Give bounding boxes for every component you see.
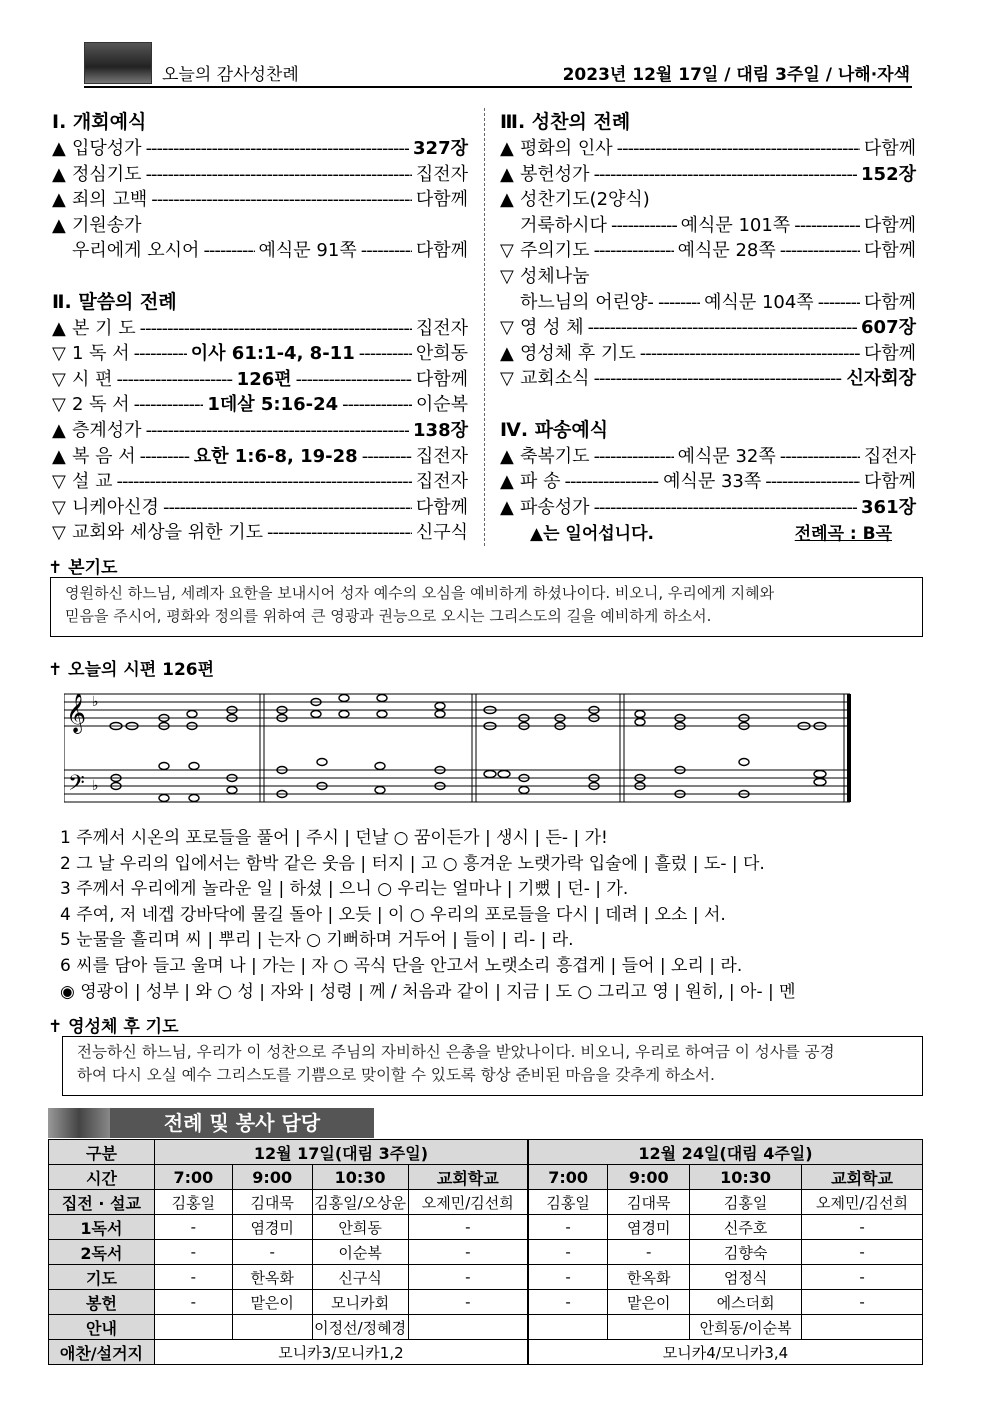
order-row [52, 136, 468, 162]
order-row [52, 469, 468, 495]
order-row [500, 290, 916, 316]
psalm-verse: 4 주여, 저 네겝 강바닥에 물길 돌아 | 오듯 | 이 ○ 우리의 포로들을 다시 | 데려 | 오소 | 서. [60, 904, 726, 925]
table-cell: - [802, 1265, 923, 1290]
table-row [49, 1340, 923, 1365]
duty-table [48, 1139, 923, 1365]
order-row [500, 264, 916, 290]
stand-note: ▲는 일어섭니다. [530, 524, 654, 545]
leader-dots [117, 469, 412, 495]
table-row [49, 1165, 923, 1190]
leader-dots [163, 495, 412, 521]
sit-mark-icon: ▽ [52, 522, 66, 544]
sit-mark-icon: ▽ [52, 368, 66, 390]
order-responsible: 다함께 [415, 240, 468, 262]
table-cell: 염경미 [608, 1215, 690, 1240]
time-header: 교회학교 [408, 1165, 528, 1190]
table-cell: 김대묵 [608, 1190, 690, 1215]
leader-dots [780, 238, 860, 264]
order-responsible: 집전자 [415, 163, 468, 185]
stand-mark-icon: ▲ [500, 445, 514, 467]
row-label: 1독서 [49, 1215, 155, 1240]
order-item: 우리에게 오시어 [72, 240, 200, 262]
order-row [52, 392, 468, 418]
order-row [500, 213, 916, 239]
stand-mark-icon: ▲ [52, 445, 66, 467]
order-row [500, 136, 916, 162]
bulletin-title: 오늘의 감사성찬례 [162, 65, 299, 85]
leader-dots [134, 341, 187, 367]
order-right-column [500, 110, 916, 548]
table-cell: - [408, 1265, 528, 1290]
section-1-rows [52, 136, 468, 264]
stand-mark-icon: ▲ [52, 214, 66, 236]
table-cell: 김홍일 [154, 1190, 232, 1215]
week2-header: 12월 24일(대림 4주일) [528, 1140, 923, 1165]
table-cell: - [802, 1240, 923, 1265]
stand-mark-icon: ▲ [500, 342, 514, 364]
psalm-verse: ◉ 영광이 | 성부 | 와 ○ 성 | 자와 | 성령 | 께 / 처음과 같이 | 지금 | 도 ○ 그리고 영 | 원히, | 아- | 멘 [60, 981, 796, 1002]
leader-dots [818, 290, 860, 316]
order-item: 설 교 [72, 471, 113, 493]
stand-mark-icon: ▲ [52, 163, 66, 185]
table-cell: - [608, 1240, 690, 1265]
svg-text:𝄞: 𝄞 [66, 693, 87, 733]
order-row [500, 495, 916, 521]
order-row [52, 213, 468, 239]
order-item: 파송성가 [520, 496, 590, 518]
stand-mark-icon: ▲ [500, 496, 514, 518]
order-row [500, 469, 916, 495]
order-detail: 요한 1:6-8, 19-28 [193, 445, 358, 467]
order-item: 영성체 후 기도 [520, 342, 636, 364]
order-item: 정심기도 [72, 163, 142, 185]
order-responsible: 607장 [861, 317, 916, 339]
order-row [500, 444, 916, 470]
order-row [52, 316, 468, 342]
sit-mark-icon: ▽ [500, 317, 514, 339]
header-label: 구분 [49, 1140, 155, 1165]
table-row [49, 1315, 923, 1340]
order-responsible: 152장 [861, 163, 916, 185]
leader-dots [794, 213, 860, 239]
section-4-rows [500, 444, 916, 521]
order-row [52, 162, 468, 188]
stand-mark-icon: ▲ [500, 189, 514, 211]
order-item: 축복기도 [520, 445, 590, 467]
leader-dots [611, 213, 677, 239]
leader-dots [594, 238, 674, 264]
order-item: 복 음 서 [72, 445, 136, 467]
stand-note-row [500, 522, 916, 548]
order-item: 성체나눔 [520, 265, 590, 287]
psalm-verse: 3 주께서 우리에게 놀라운 일 | 하셨 | 으니 ○ 우리는 얼마나 | 기뻤 | 던- | 가. [60, 879, 629, 900]
leader-dots [594, 366, 843, 392]
table-cell: 신주호 [690, 1215, 802, 1240]
order-item: 층계성가 [72, 419, 142, 441]
time-header: 교회학교 [802, 1165, 923, 1190]
order-responsible: 138장 [413, 419, 468, 441]
table-cell: - [408, 1215, 528, 1240]
table-cell: 오제민/김선희 [408, 1190, 528, 1215]
order-responsible: 361장 [861, 496, 916, 518]
order-responsible: 신구식 [415, 522, 468, 544]
psalm-label: ✝ 오늘의 시편 126편 [48, 660, 215, 680]
column-divider [484, 108, 485, 546]
order-detail: 1데살 5:16-24 [207, 394, 339, 416]
collect-text-line: 믿음을 주시어, 평화와 정의를 위하여 큰 영광과 권능으로 오시는 그리스도의 길을 예비하게 하소서. [65, 607, 712, 625]
table-cell: 염경미 [232, 1215, 312, 1240]
section-2-rows [52, 316, 468, 546]
table-cell [608, 1315, 690, 1340]
order-responsible: 다함께 [863, 240, 916, 262]
leader-dots [203, 238, 254, 264]
stand-mark-icon: ▲ [500, 163, 514, 185]
section-title: Ⅰ. 개회예식 [52, 111, 147, 133]
table-cell: - [408, 1290, 528, 1315]
order-row [52, 520, 468, 546]
order-row [52, 341, 468, 367]
order-row [52, 418, 468, 444]
order-row [500, 187, 916, 213]
table-cell: - [154, 1215, 232, 1240]
table-cell: 안희동 [312, 1215, 408, 1240]
table-cell: 김홍일 [528, 1190, 608, 1215]
psalm-verse: 5 눈물을 흘리며 씨 | 뿌리 | 는자 ○ 기뻐하며 거두어 | 들이 | 리- | 라. [60, 930, 574, 951]
order-item: 입당성가 [72, 138, 142, 159]
leader-dots [658, 290, 700, 316]
table-cell: 김홍일/오상운 [312, 1190, 408, 1215]
order-item: 영 성 체 [520, 317, 584, 339]
order-item: 죄의 고백 [72, 189, 148, 211]
leader-dots [361, 238, 412, 264]
order-row [52, 495, 468, 521]
row-label: 기도 [49, 1265, 155, 1290]
order-item: 파 송 [520, 471, 561, 493]
table-cell: 김대묵 [232, 1190, 312, 1215]
table-cell [408, 1315, 528, 1340]
sit-mark-icon: ▽ [500, 240, 514, 262]
table-cell: 모니카회 [312, 1290, 408, 1315]
order-item: 성찬기도(2양식) [520, 189, 650, 211]
time-header: 7:00 [528, 1165, 608, 1190]
table-cell [528, 1315, 608, 1340]
stand-mark-icon: ▲ [52, 419, 66, 441]
order-row [52, 444, 468, 470]
table-cell: - [154, 1290, 232, 1315]
leader-dots [140, 444, 190, 470]
row-label: 봉헌 [49, 1290, 155, 1315]
section-title: Ⅲ. 성찬의 전례 [500, 111, 631, 133]
leader-dots [146, 162, 412, 188]
stand-mark-icon: ▲ [52, 138, 66, 159]
order-responsible: 다함께 [863, 138, 916, 159]
leader-dots [146, 136, 409, 162]
stand-mark-icon: ▲ [52, 317, 66, 339]
table-row [49, 1265, 923, 1290]
leader-dots [146, 418, 409, 444]
order-responsible: 집전자 [415, 471, 468, 493]
sit-mark-icon: ▽ [500, 265, 514, 287]
table-cell: 이순복 [312, 1240, 408, 1265]
order-responsible: 다함께 [863, 471, 917, 493]
leader-dots [588, 315, 857, 341]
section-title: Ⅳ. 파송예식 [500, 418, 609, 441]
order-row [500, 315, 916, 341]
leader-dots [140, 316, 412, 342]
table-cell: - [528, 1240, 608, 1265]
table-cell [802, 1315, 923, 1340]
leader-dots [594, 162, 857, 188]
postcommunion-text-line: 전능하신 하느님, 우리가 이 성찬으로 주님의 자비하신 은총을 받았나이다. 비오니, 우리로 하여금 이 성사를 공경 [77, 1043, 835, 1061]
leader-dots [134, 392, 204, 418]
order-responsible: 다함께 [415, 496, 468, 518]
order-responsible: 327장 [413, 138, 468, 159]
leader-dots [594, 495, 857, 521]
order-item: 니케아신경 [72, 496, 159, 518]
time-header: 10:30 [690, 1165, 802, 1190]
collect-box [50, 577, 923, 637]
table-cell: - [802, 1215, 923, 1240]
leader-dots [267, 520, 412, 546]
collect-label: ✝ 본기도 [48, 558, 118, 578]
table-cell: 이정선/정혜경 [312, 1315, 408, 1340]
leader-dots [617, 136, 860, 162]
order-detail: 이사 61:1-4, 8-11 [190, 343, 355, 365]
leader-dots [565, 469, 660, 495]
order-detail: 예식문 28쪽 [677, 240, 776, 262]
psalm-verses [60, 826, 796, 1005]
table-cell: 안희동/이순복 [690, 1315, 802, 1340]
postcommunion-label: ✝ 영성체 후 기도 [48, 1017, 179, 1037]
table-row [49, 1215, 923, 1240]
order-detail: 예식문 33쪽 [663, 471, 762, 493]
table-cell: 엄정식 [690, 1265, 802, 1290]
header-divider [84, 86, 912, 88]
table-cell: 맡은이 [608, 1290, 690, 1315]
order-row [500, 341, 916, 367]
time-header: 9:00 [232, 1165, 312, 1190]
table-row [49, 1290, 923, 1315]
table-cell: 신구식 [312, 1265, 408, 1290]
table-cell: - [528, 1265, 608, 1290]
svg-text:♭: ♭ [92, 778, 99, 794]
svg-text:♭: ♭ [92, 694, 99, 710]
sit-mark-icon: ▽ [500, 368, 514, 390]
stand-mark-icon: ▲ [500, 138, 514, 159]
order-item: 하느님의 어린양- [520, 291, 654, 313]
table-cell: - [154, 1240, 232, 1265]
table-cell: 에스더회 [690, 1290, 802, 1315]
table-row [49, 1240, 923, 1265]
order-item: 시 편 [72, 368, 113, 390]
order-item: 2 독 서 [72, 394, 130, 416]
collect-text-line: 영원하신 하느님, 세례자 요한을 보내시어 성자 예수의 오심을 예비하게 하셨나이다. 비오니, 우리에게 지혜와 [65, 584, 775, 602]
table-cell: 한옥화 [232, 1265, 312, 1290]
order-responsible: 집전자 [863, 445, 916, 467]
time-label: 시간 [49, 1165, 155, 1190]
order-responsible: 다함께 [863, 214, 916, 236]
psalm-verse: 6 씨를 담아 들고 울며 나 | 가는 | 자 ○ 곡식 단을 안고서 노랫소리 흥겹게 | 들어 | 오리 | 라. [60, 955, 743, 976]
row-label: 집전 · 설교 [49, 1190, 155, 1215]
order-item: 기원송가 [72, 214, 142, 236]
order-left-column [52, 110, 468, 546]
stand-mark-icon: ▲ [500, 471, 514, 493]
leader-dots [117, 367, 233, 393]
order-item: 주의기도 [520, 240, 590, 262]
leader-dots [594, 444, 674, 470]
rite-label: 전례곡 : B곡 [794, 524, 892, 545]
order-responsible: 다함께 [415, 368, 468, 390]
table-cell: 모니카4/모니카3,4 [528, 1340, 923, 1365]
order-detail: 예식문 32쪽 [677, 445, 776, 467]
table-cell: - [528, 1290, 608, 1315]
order-row [52, 238, 468, 264]
order-item: 봉헌성가 [520, 163, 590, 185]
sit-mark-icon: ▽ [52, 471, 66, 493]
order-responsible: 집전자 [415, 445, 468, 467]
stand-mark-icon: ▲ [52, 189, 66, 211]
sit-mark-icon: ▽ [52, 343, 66, 365]
table-row [49, 1140, 923, 1165]
table-cell: 모니카3/모니카1,2 [154, 1340, 528, 1365]
table-cell [154, 1315, 232, 1340]
order-responsible: 다함께 [863, 342, 916, 364]
order-detail: 예식문 101쪽 [680, 214, 791, 236]
leader-dots [765, 469, 860, 495]
sit-mark-icon: ▽ [52, 496, 66, 518]
order-detail: 예식문 104쪽 [704, 291, 814, 313]
psalm-verse: 2 그 날 우리의 입에서는 함박 같은 웃음 | 터지 | 고 ○ 흥겨운 노랫가락 입술에 | 흘렀 | 도- | 다. [60, 853, 765, 874]
psalm-tone-score [64, 686, 854, 818]
section-title: Ⅱ. 말씀의 전례 [52, 290, 177, 313]
table-row [49, 1190, 923, 1215]
order-responsible: 이순복 [415, 394, 468, 416]
order-responsible: 안희동 [415, 343, 468, 365]
order-item: 교회소식 [520, 368, 590, 390]
order-row [500, 162, 916, 188]
table-cell: 맡은이 [232, 1290, 312, 1315]
header-photo [84, 42, 152, 84]
leader-dots [359, 341, 412, 367]
postcommunion-box [62, 1036, 923, 1096]
leader-dots [296, 367, 412, 393]
order-row [52, 187, 468, 213]
table-cell: 오제민/김선희 [802, 1190, 923, 1215]
row-label: 2독서 [49, 1240, 155, 1265]
time-header: 10:30 [312, 1165, 408, 1190]
order-detail: 예식문 91쪽 [258, 240, 357, 262]
table-cell [232, 1315, 312, 1340]
order-item: 거룩하시다 [520, 214, 607, 236]
order-item: 교회와 세상을 위한 기도 [72, 522, 264, 544]
leader-dots [342, 392, 412, 418]
leader-dots [151, 187, 412, 213]
duty-banner: 전례 및 봉사 담당 [110, 1108, 374, 1138]
order-responsible: 다함께 [415, 189, 468, 211]
order-responsible: 다함께 [863, 291, 916, 313]
postcommunion-text-line: 하여 다시 오실 예수 그리스도를 기쁨으로 맞이할 수 있도록 항상 준비된 마음을 갖추게 하소서. [77, 1066, 715, 1084]
order-responsible: 신자회장 [846, 368, 916, 390]
table-cell: - [408, 1240, 528, 1265]
leader-dots [362, 444, 412, 470]
section-3-rows [500, 136, 916, 392]
leader-dots [640, 341, 860, 367]
time-header: 9:00 [608, 1165, 690, 1190]
order-item: 1 독 서 [72, 343, 130, 365]
row-label: 안내 [49, 1315, 155, 1340]
order-item: 본 기 도 [72, 317, 136, 339]
service-date: 2023년 12월 17일 / 대림 3주일 / 나해·자색 [562, 65, 910, 85]
order-responsible: 집전자 [415, 317, 468, 339]
svg-text:𝄢: 𝄢 [68, 771, 85, 801]
table-cell: 김홍일 [690, 1190, 802, 1215]
table-cell: - [154, 1265, 232, 1290]
row-label: 애찬/설거지 [49, 1340, 155, 1365]
psalm-verse: 1 주께서 시온의 포로들을 풀어 | 주시 | 던날 ○ 꿈이든가 | 생시 | 든- | 가! [60, 828, 608, 848]
banner-photo [48, 1108, 110, 1138]
table-cell: - [802, 1290, 923, 1315]
order-row [500, 238, 916, 264]
time-header: 7:00 [154, 1165, 232, 1190]
sit-mark-icon: ▽ [52, 394, 66, 416]
table-cell: - [528, 1215, 608, 1240]
order-row [500, 366, 916, 392]
order-row [52, 367, 468, 393]
table-cell: 김향숙 [690, 1240, 802, 1265]
order-item: 평화의 인사 [520, 138, 613, 159]
table-cell: - [232, 1240, 312, 1265]
leader-dots [780, 444, 860, 470]
table-cell: 한옥화 [608, 1265, 690, 1290]
week1-header: 12월 17일(대림 3주일) [154, 1140, 528, 1165]
order-detail: 126편 [236, 368, 292, 390]
